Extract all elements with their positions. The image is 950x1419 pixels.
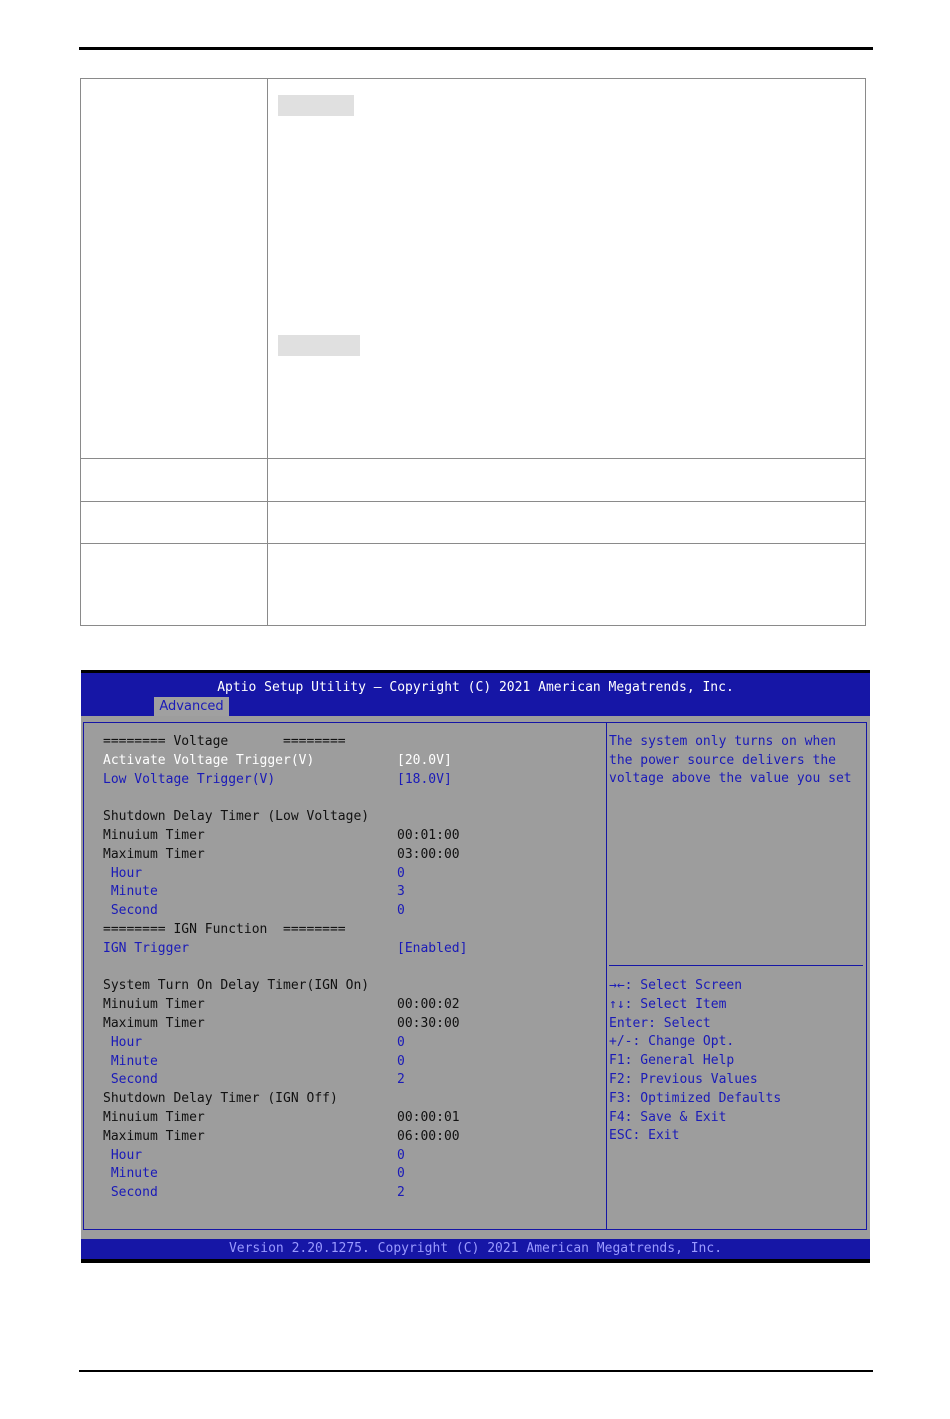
setting-value[interactable]: [20.0V]: [397, 752, 452, 768]
key-hint: →←: Select Screen: [609, 978, 743, 993]
key-hint: ESC: Exit: [609, 1128, 680, 1144]
setting-value: 06:00:00: [397, 1128, 460, 1144]
document-table: [80, 78, 866, 626]
help-line: the power source delivers the: [609, 752, 836, 768]
setting-option[interactable]: IGN Trigger: [103, 940, 190, 956]
table-cell: [268, 459, 866, 502]
setting-value: 00:00:02: [397, 997, 460, 1013]
table-cell: [268, 544, 866, 626]
setting-option[interactable]: Hour: [103, 1147, 143, 1163]
bios-title: Aptio Setup Utility – Copyright (C) 2021 American Megatrends, Inc.: [217, 680, 734, 695]
setting-value[interactable]: 0: [397, 1166, 405, 1182]
help-divider: [609, 965, 863, 966]
setting-label: Shutdown Delay Timer (Low Voltage): [103, 809, 370, 825]
setting-value: 00:30:00: [397, 1016, 460, 1031]
setting-option[interactable]: Second: [103, 903, 158, 919]
table-cell: [81, 502, 268, 544]
setting-value[interactable]: [18.0V]: [397, 771, 452, 787]
setting-label: System Turn On Delay Timer(IGN On): [103, 978, 370, 994]
setting-option[interactable]: Second: [103, 1185, 158, 1201]
header-rule: [79, 47, 873, 50]
setting-option[interactable]: Hour: [103, 865, 143, 881]
table-row: [81, 79, 866, 459]
setting-label: Minuium Timer: [103, 997, 205, 1013]
setting-option[interactable]: Minute: [103, 1053, 158, 1069]
key-hint: F3: Optimized Defaults: [609, 1090, 782, 1106]
help-line: The system only turns on when: [609, 734, 836, 749]
table-cell: [268, 79, 866, 459]
setting-value[interactable]: 0: [397, 1034, 405, 1050]
setting-label: Maximum Timer: [103, 1016, 205, 1031]
setting-value[interactable]: 0: [397, 1147, 405, 1163]
setting-value: 00:00:01: [397, 1110, 460, 1125]
setting-option[interactable]: Minute: [103, 1166, 158, 1182]
table-cell: [81, 544, 268, 626]
setting-label: Shutdown Delay Timer (IGN Off): [103, 1091, 338, 1107]
highlight-block: [278, 95, 354, 116]
setting-label: ======== IGN Function ========: [103, 922, 346, 937]
key-hint: F1: General Help: [609, 1053, 735, 1069]
table-cell: [81, 459, 268, 502]
bios-header: [81, 673, 870, 716]
help-line: voltage above the value you set: [609, 771, 852, 786]
setting-option[interactable]: Minute: [103, 884, 158, 900]
footer-rule: [79, 1370, 873, 1372]
bios-body: [81, 716, 870, 1239]
setting-value[interactable]: 2: [397, 1072, 405, 1088]
bios-footer: Version 2.20.1275. Copyright (C) 2021 American Megatrends, Inc.: [81, 1239, 870, 1259]
setting-value[interactable]: 0: [397, 1053, 405, 1069]
setting-label: Maximum Timer: [103, 846, 205, 862]
setting-value[interactable]: 3: [397, 884, 405, 900]
table-row: [81, 502, 866, 544]
key-hint: Enter: Select: [609, 1015, 711, 1031]
key-hint: +/-: Change Opt.: [609, 1034, 735, 1050]
setting-value[interactable]: 0: [397, 903, 405, 919]
setting-value[interactable]: 0: [397, 865, 405, 881]
setting-label: Minuium Timer: [103, 828, 205, 843]
setting-option[interactable]: Low Voltage Trigger(V): [103, 771, 276, 787]
highlight-block: [278, 335, 360, 356]
setting-option[interactable]: Second: [103, 1072, 158, 1088]
key-hint: ↑↓: Select Item: [609, 996, 727, 1012]
table-row: [81, 544, 866, 626]
key-hint: F2: Previous Values: [609, 1072, 758, 1087]
setting-value: 03:00:00: [397, 846, 460, 862]
setting-value: 00:01:00: [397, 828, 460, 843]
setting-value[interactable]: [Enabled]: [397, 940, 468, 956]
key-hint: F4: Save & Exit: [609, 1109, 727, 1125]
bios-setup-screen: [81, 670, 870, 1263]
tab-advanced[interactable]: Advanced: [154, 697, 229, 716]
table-row: [81, 459, 866, 502]
setting-label: Minuium Timer: [103, 1110, 205, 1125]
help-panel: [606, 722, 867, 1230]
table-cell: [268, 502, 866, 544]
setting-label: Maximum Timer: [103, 1128, 205, 1144]
setting-option[interactable]: Hour: [103, 1034, 143, 1050]
setting-value[interactable]: 2: [397, 1185, 405, 1201]
setting-label: ======== Voltage ========: [103, 734, 346, 749]
settings-panel: [83, 722, 607, 1230]
table-cell: [81, 79, 268, 459]
setting-option[interactable]: Activate Voltage Trigger(V): [103, 752, 315, 768]
